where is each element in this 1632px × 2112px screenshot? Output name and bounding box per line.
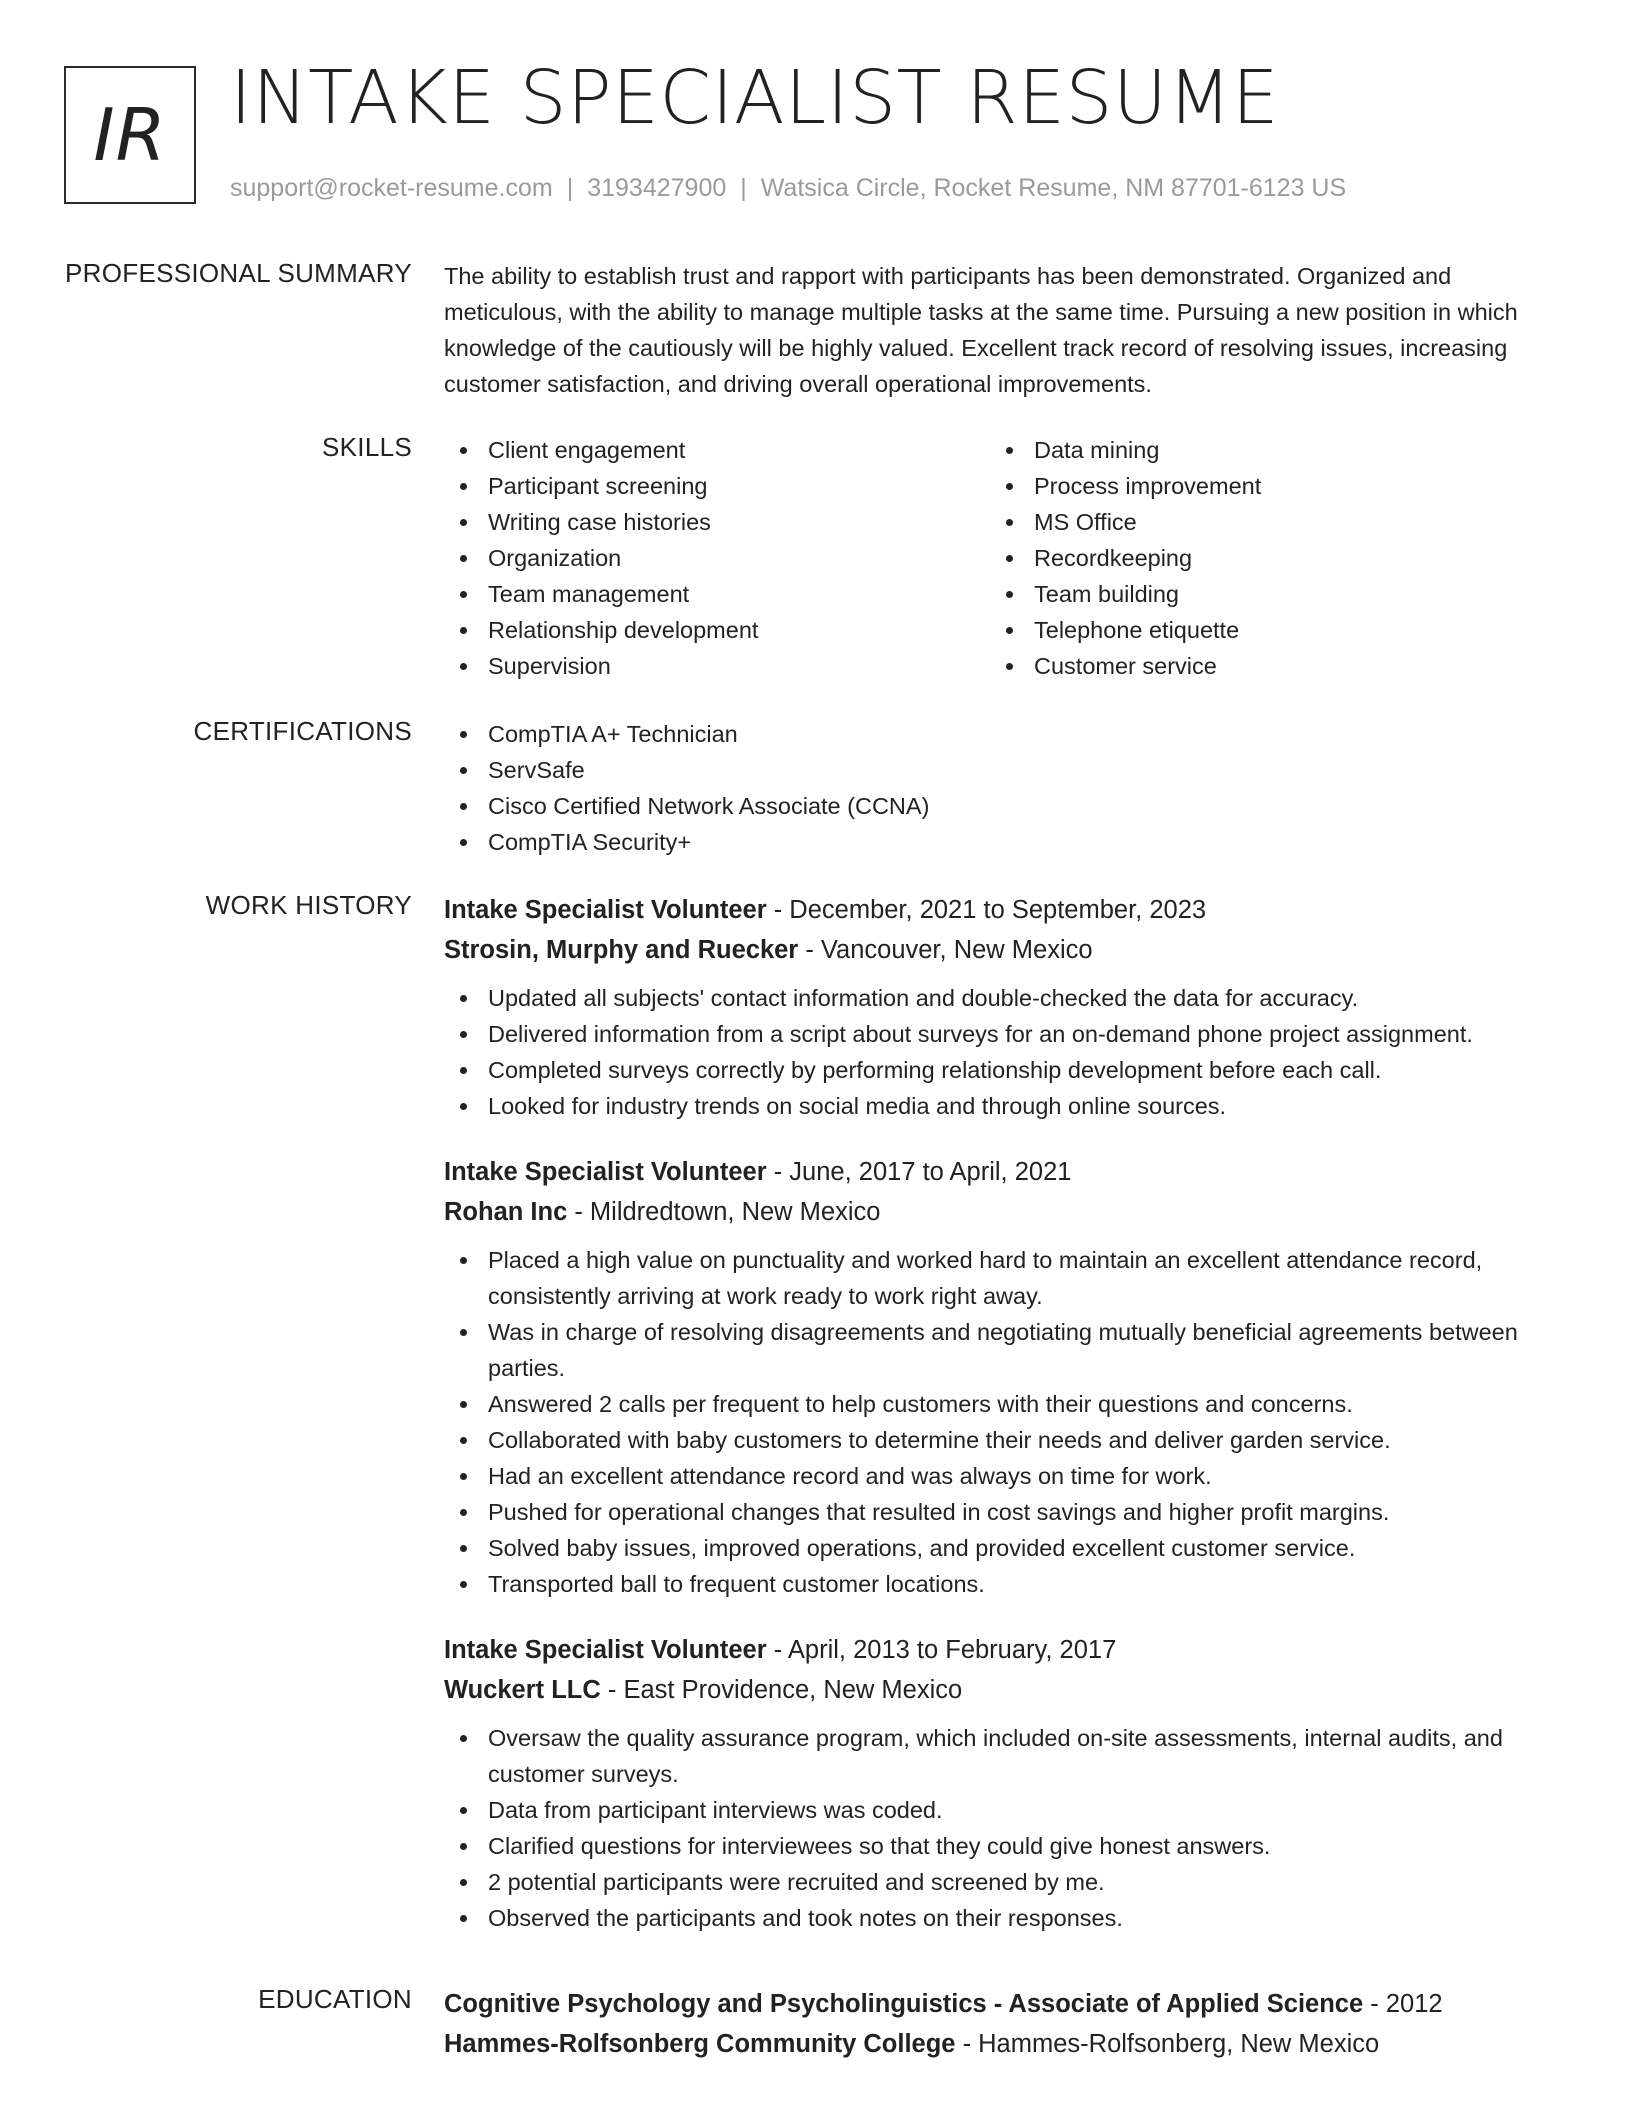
job-bullet: 2 potential participants were recruited and screened by me.	[444, 1864, 1564, 1900]
contact-separator: |	[566, 174, 574, 202]
monogram-logo: IR	[64, 66, 196, 204]
job-location: - Mildredtown, New Mexico	[567, 1198, 881, 1226]
skill-item: Organization	[444, 540, 990, 576]
job-title: Intake Specialist Volunteer	[444, 1636, 767, 1664]
job-company-line	[444, 1192, 1564, 1232]
skill-item: Process improvement	[990, 468, 1536, 504]
contact-line	[230, 174, 1346, 203]
certification-item: Cisco Certified Network Associate (CCNA)	[444, 788, 1564, 824]
contact-email[interactable]: support@rocket-resume.com	[230, 174, 553, 202]
job-dates: - December, 2021 to September, 2023	[766, 896, 1207, 924]
job-company-line	[444, 930, 1564, 970]
job-dates: - June, 2017 to April, 2021	[766, 1158, 1072, 1186]
skill-item: Participant screening	[444, 468, 990, 504]
certifications-label: CERTIFICATIONS	[193, 716, 412, 746]
skill-item: MS Office	[990, 504, 1536, 540]
job-bullet: Completed surveys correctly by performing relationship development before each call.	[444, 1052, 1564, 1088]
job-bullet: Looked for industry trends on social media and through online sources.	[444, 1088, 1564, 1124]
work-history-label: WORK HISTORY	[205, 890, 412, 920]
contact-address: Watsica Circle, Rocket Resume, NM 87701-6123 US	[760, 174, 1347, 202]
skill-item: Recordkeeping	[990, 540, 1536, 576]
job-entry	[444, 1152, 1564, 1602]
education-location: - Hammes-Rolfsonberg, New Mexico	[955, 2030, 1380, 2058]
education-year: - 2012	[1363, 1990, 1443, 2018]
job-bullet: Pushed for operational changes that resulted in cost savings and higher profit margins.	[444, 1494, 1564, 1530]
skill-item: Relationship development	[444, 612, 990, 648]
job-bullets	[444, 1720, 1564, 1936]
job-bullet: Placed a high value on punctuality and worked hard to maintain an excellent attendance record, consistently arriving at work ready to work right away.	[444, 1242, 1564, 1314]
skill-item: Team building	[990, 576, 1536, 612]
skill-item: Customer service	[990, 648, 1536, 684]
summary-text: The ability to establish trust and rapport with participants has been demonstrated. Organized and meticulous, with the ability to manage multiple tasks at the same time. Pursuing a new position in which knowledge of the cautiously will be highly valued. Excellent track record of resolving issues, increasing customer satisfaction, and driving overall operational improvements.	[444, 263, 1518, 397]
contact-separator: |	[740, 174, 747, 202]
job-company: Rohan Inc	[444, 1198, 568, 1226]
job-location: - East Providence, New Mexico	[600, 1676, 963, 1704]
job-bullet: Solved baby issues, improved operations, and provided excellent customer service.	[444, 1530, 1564, 1566]
job-bullet: Answered 2 calls per frequent to help customers with their questions and concerns.	[444, 1386, 1564, 1422]
skill-item: Data mining	[990, 432, 1536, 468]
resume-title: INTAKE SPECIALIST RESUME	[230, 55, 1280, 141]
job-bullet: Observed the participants and took notes on their responses.	[444, 1900, 1564, 1936]
job-entry	[444, 890, 1564, 1124]
job-title-line	[444, 1630, 1564, 1670]
education-school-line	[444, 2024, 1564, 2064]
job-company: Strosin, Murphy and Ruecker	[444, 936, 799, 964]
job-bullet: Updated all subjects' contact information and double-checked the data for accuracy.	[444, 980, 1564, 1016]
job-title: Intake Specialist Volunteer	[444, 896, 767, 924]
job-bullet: Collaborated with baby customers to determine their needs and deliver garden service.	[444, 1422, 1564, 1458]
skills-list-left	[444, 432, 990, 684]
skills-list-right	[990, 432, 1536, 684]
education-label: EDUCATION	[258, 1984, 412, 2014]
job-bullet: Clarified questions for interviewees so that they could give honest answers.	[444, 1828, 1564, 1864]
education-school: Hammes-Rolfsonberg Community College	[444, 2030, 956, 2058]
job-bullet: Oversaw the quality assurance program, which included on-site assessments, internal audits, and customer surveys.	[444, 1720, 1564, 1792]
job-title-line	[444, 890, 1564, 930]
job-bullets	[444, 1242, 1564, 1602]
summary-label: PROFESSIONAL SUMMARY	[65, 258, 412, 288]
skill-item: Writing case histories	[444, 504, 990, 540]
job-bullet: Transported ball to frequent customer locations.	[444, 1566, 1564, 1602]
skill-item: Supervision	[444, 648, 990, 684]
skill-item: Telephone etiquette	[990, 612, 1536, 648]
job-bullet: Data from participant interviews was coded.	[444, 1792, 1564, 1828]
job-company-line	[444, 1670, 1564, 1710]
skills-label: SKILLS	[322, 432, 412, 462]
job-title-line	[444, 1152, 1564, 1192]
certifications-list	[444, 716, 1564, 860]
job-bullets	[444, 980, 1564, 1124]
job-company: Wuckert LLC	[444, 1676, 601, 1704]
job-location: - Vancouver, New Mexico	[798, 936, 1093, 964]
education-degree: Cognitive Psychology and Psycholinguistics - Associate of Applied Science	[444, 1990, 1364, 2018]
certification-item: ServSafe	[444, 752, 1564, 788]
job-bullet: Was in charge of resolving disagreements and negotiating mutually beneficial agreements between parties.	[444, 1314, 1564, 1386]
job-title: Intake Specialist Volunteer	[444, 1158, 767, 1186]
skill-item: Client engagement	[444, 432, 990, 468]
job-entry	[444, 1630, 1564, 1936]
skill-item: Team management	[444, 576, 990, 612]
education-degree-line	[444, 1984, 1564, 2024]
job-dates: - April, 2013 to February, 2017	[766, 1636, 1117, 1664]
job-bullet: Delivered information from a script about surveys for an on-demand phone project assignment.	[444, 1016, 1564, 1052]
job-bullet: Had an excellent attendance record and was always on time for work.	[444, 1458, 1564, 1494]
certification-item: CompTIA A+ Technician	[444, 716, 1564, 752]
contact-phone[interactable]: 3193427900	[587, 174, 727, 202]
certification-item: CompTIA Security+	[444, 824, 1564, 860]
